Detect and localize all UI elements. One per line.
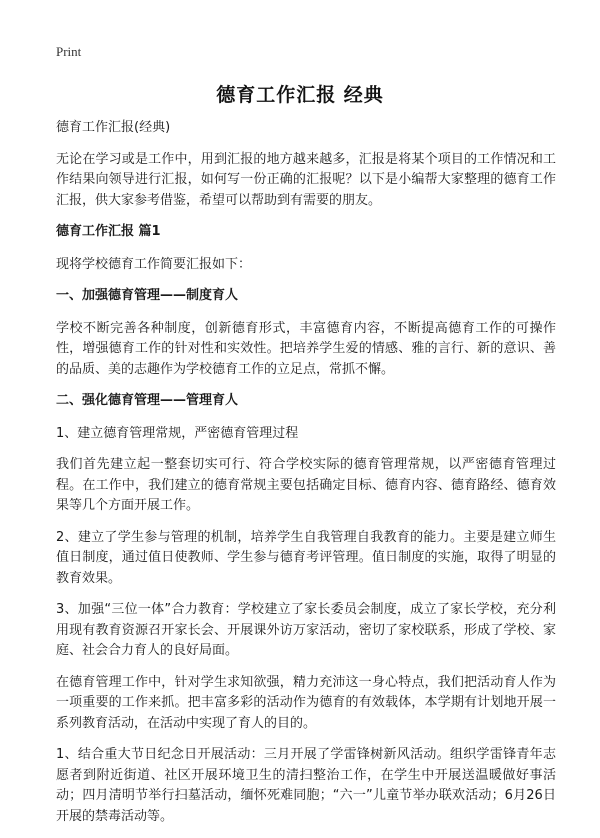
intro-paragraph: 无论在学习或是工作中，用到汇报的地方越来越多，汇报是将某个项目的工作情况和工作结果向领导进行汇报，如何写一份正确的汇报呢？以下是小编帮大家整理的德育工作汇报，供大家参考借鉴，希望可以帮助到有需要的朋友。	[56, 151, 556, 208]
section-heading-1: 一、加强德育管理——制度育人	[56, 288, 239, 303]
item-1-title: 1、建立德育管理常规，严密德育管理过程	[56, 425, 299, 441]
item-1-paragraph: 我们首先建立起一整套切实可行、符合学校实际的德育管理常规，以严密德育管理过程。在工作中，我们建立的德育常规主要包括确定目标、德育内容、德育路经、德育效果等几个方面开展工作。	[56, 457, 556, 513]
document-body	[56, 118, 556, 838]
part-heading: 德育工作汇报 篇1	[56, 224, 161, 239]
section-heading-2: 二、强化德育管理——管理育人	[56, 393, 239, 408]
section-1-paragraph: 学校不断完善各种制度，创新德育形式，丰富德育内容，不断提高德育工作的可操作性，增强德育工作的针对性和实效性。把培养学生爱的情感、雅的言行、新的意识、善的品质、美的志趣作为学校德育工作的立足点，常抓不懈。	[56, 320, 556, 377]
document-subtitle: 德育工作汇报(经典)	[56, 120, 171, 135]
activity-1-paragraph: 1、结合重大节日纪念日开展活动：三月开展了学雷锋树新风活动。组织学雷锋青年志愿者到附近街道、社区开展环境卫生的清扫整治工作，在学生中开展送温暖做好事活动；四月清明节举行扫墓活动，缅怀死难同胞；“六一”儿童节举办联欢活动；6月26日开展的禁毒活动等。	[56, 747, 556, 824]
print-label: Print	[56, 44, 82, 59]
page-title: 德育工作汇报 经典	[216, 84, 384, 106]
item-2-paragraph: 2、建立了学生参与管理的机制，培养学生自我管理自我教育的能力。主要是建立师生值日制度，通过值日使教师、学生参与德育考评管理。值日制度的实施，取得了明显的教育效果。	[56, 529, 556, 586]
summary-line: 现将学校德育工作简要汇报如下：	[56, 256, 252, 272]
item-3-paragraph: 3、加强“三位一体”合力教育：学校建立了家长委员会制度，成立了家长学校，充分利用现有教育资源召开家长会、开展课外访万家活动，密切了家校联系，形成了学校、家庭、社会合力育人的良好局面。	[56, 602, 556, 658]
activity-paragraph: 在德育管理工作中，针对学生求知欲强，精力充沛这一身心特点，我们把活动育人作为一项重要的工作来抓。把丰富多彩的活动作为德育的有效载体，本学期有计划地开展一系列教育活动，在活动中实现了育人的目的。	[56, 674, 556, 731]
